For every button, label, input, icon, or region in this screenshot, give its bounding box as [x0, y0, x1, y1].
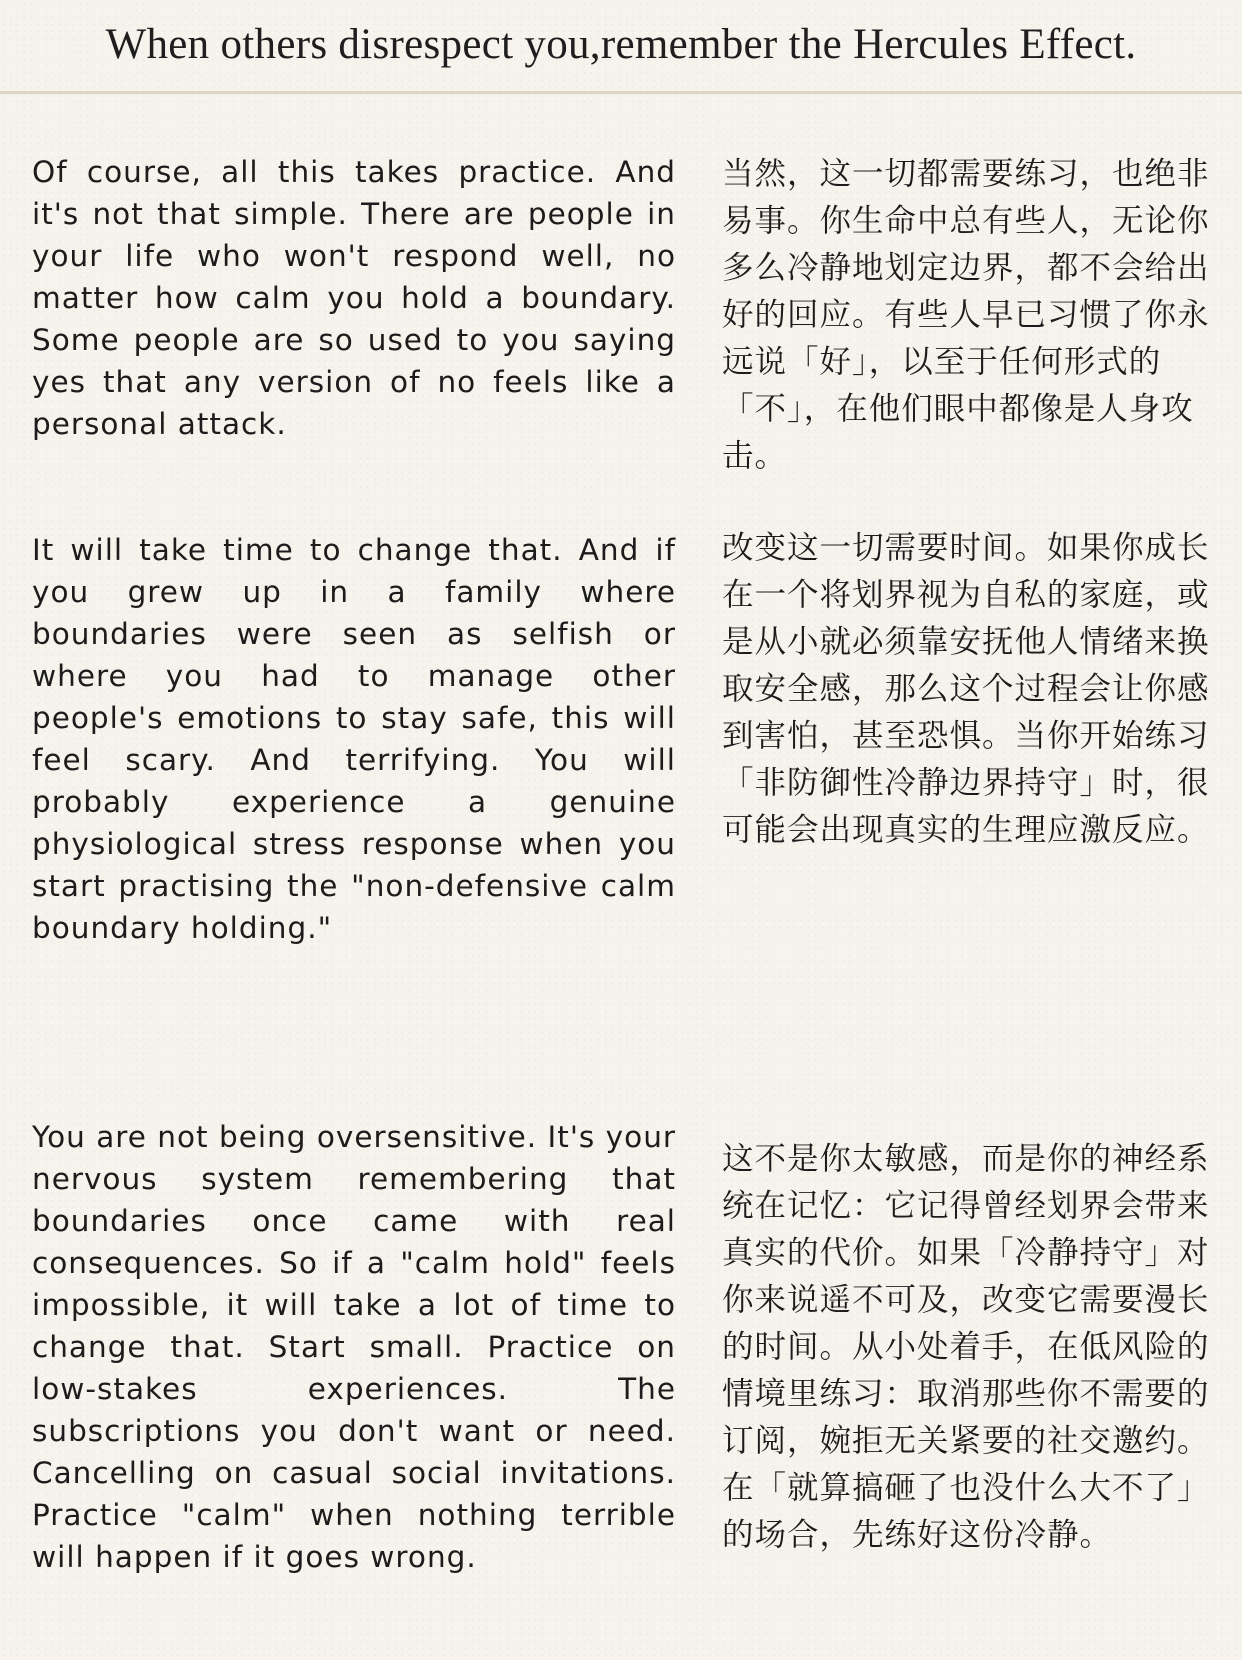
page-title: When others disrespect you,remember the Hercules Effect. [105, 21, 1137, 68]
paragraph-english-2: It will take time to change that. And if you grew up in a family where boundaries were seen as selfish or where you had to manage other people's emotions to stay safe, this will feel scary. And terrifying. You will probably experience a genuine physiological stress response when you start practising the "non-defensive calm boundary holding." [32, 533, 676, 945]
paragraph-chinese-1: 当然，这一切都需要练习，也绝非易事。你生命中总有些人，无论你多么冷静地划定边界，都不会给出好的回应。有些人早已习惯了你永远说「好」，以至于任何形式的「不」，在他们眼中都像是人身攻击。 [722, 156, 1210, 474]
paragraph-english-1: Of course, all this takes practice. And it's not that simple. There are people in your life who won't respond well, no matter how calm you hold a boundary. Some people are so used to you saying yes that any version of no feels like a personal attack. [32, 155, 676, 441]
paragraph-chinese-2: 改变这一切需要时间。如果你成长在一个将划界视为自私的家庭，或是从小就必须靠安抚他人情绪来换取安全感，那么这个过程会让你感到害怕，甚至恐惧。当你开始练习「非防御性冷静边界持守」时，很可能会出现真实的生理应激反应。 [722, 530, 1210, 848]
paragraph-chinese-3: 这不是你太敏感，而是你的神经系统在记忆：它记得曾经划界会带来真实的代价。如果「冷静持守」对你来说遥不可及，改变它需要漫长的时间。从小处着手，在低风险的情境里练习：取消那些你不需要的订阅，婉拒无关紧要的社交邀约。在「就算搞砸了也没什么大不了」的场合，先练好这份冷静。 [722, 1141, 1210, 1553]
paragraph-english-3: You are not being oversensitive. It's your nervous system remembering that boundaries once came with real consequences. So if a "calm hold" feels impossible, it will take a lot of time to change that. Start small. Practice on low-stakes experiences. The subscriptions you don't want or need. Cancelling on casual social invitations. Practice "calm" when nothing terrible will happen if it goes wrong. [32, 1120, 677, 1574]
page-header [0, 0, 1242, 94]
